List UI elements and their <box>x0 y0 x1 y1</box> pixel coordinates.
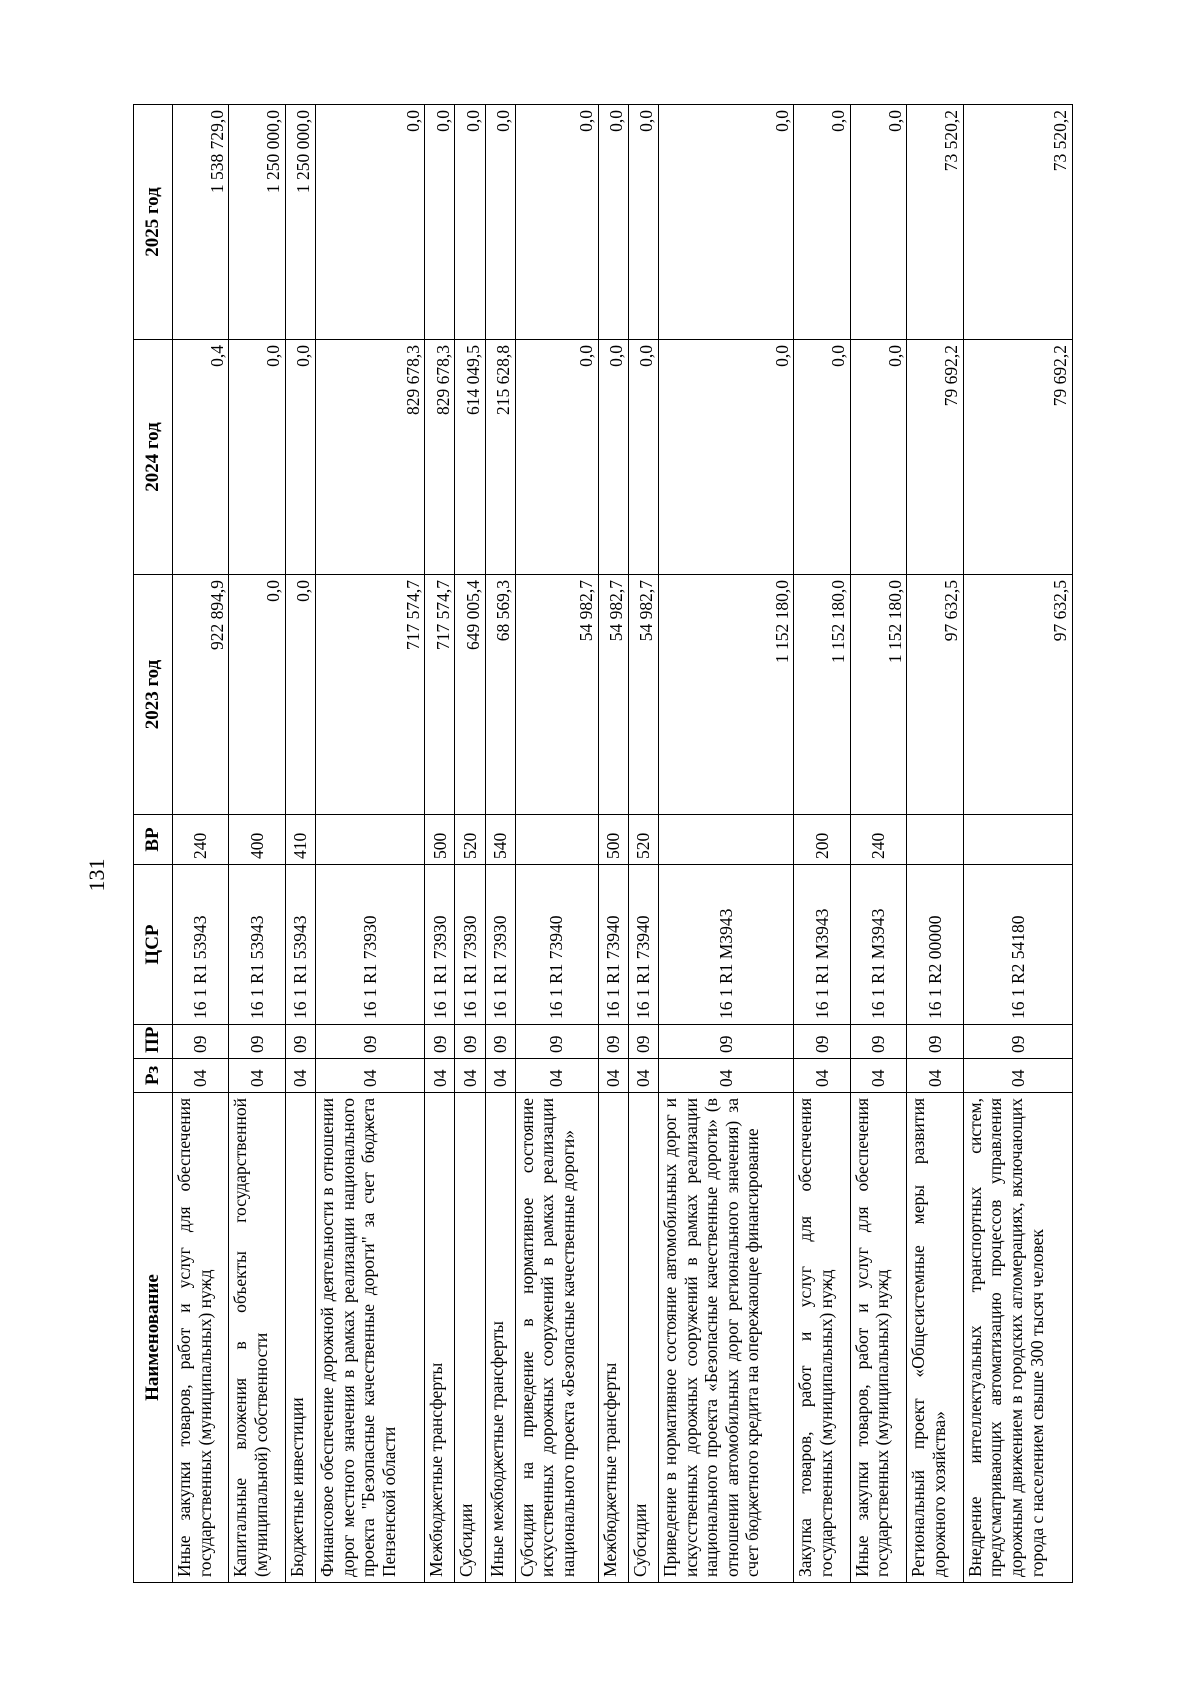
cell-pr: 09 <box>425 1025 455 1059</box>
header-rz: Рз <box>134 1059 173 1093</box>
cell-2025: 0,0 <box>794 105 850 340</box>
cell-rz: 04 <box>963 1059 1072 1093</box>
cell-2025: 0,0 <box>598 105 628 340</box>
cell-pr: 09 <box>850 1025 906 1059</box>
cell-pr: 09 <box>963 1025 1072 1059</box>
cell-name: Иные закупки товаров, работ и услуг для обеспечения государственных (муниципальных) нужд <box>850 1093 906 1583</box>
header-2024: 2024 год <box>134 340 173 575</box>
cell-2025: 0,0 <box>515 105 598 340</box>
cell-2025: 0,0 <box>455 105 485 340</box>
cell-name: Закупка товаров, работ и услуг для обеспечения государственных (муниципальных) нужд <box>794 1093 850 1583</box>
cell-2024: 215 628,8 <box>485 340 515 575</box>
cell-pr: 09 <box>628 1025 658 1059</box>
cell-pr: 09 <box>598 1025 628 1059</box>
cell-2025: 0,0 <box>316 105 425 340</box>
cell-vr: 240 <box>173 815 229 865</box>
cell-2023: 0,0 <box>285 575 315 815</box>
header-2023: 2023 год <box>134 575 173 815</box>
cell-name: Иные межбюджетные трансферты <box>485 1093 515 1583</box>
cell-2023: 1 152 180,0 <box>794 575 850 815</box>
header-name: Наименование <box>134 1093 173 1583</box>
page-number: 131 <box>84 858 109 892</box>
cell-pr: 09 <box>229 1025 285 1059</box>
cell-rz: 04 <box>485 1059 515 1093</box>
cell-csr: 16 1 R1 53943 <box>173 865 229 1025</box>
cell-2025: 1 250 000,0 <box>285 105 315 340</box>
cell-name: Субсидии <box>455 1093 485 1583</box>
cell-csr: 16 1 R2 54180 <box>963 865 1072 1025</box>
cell-2024: 0,0 <box>850 340 906 575</box>
cell-pr: 09 <box>285 1025 315 1059</box>
cell-vr: 200 <box>794 815 850 865</box>
cell-name: Субсидии <box>628 1093 658 1583</box>
cell-2023: 717 574,7 <box>316 575 425 815</box>
cell-pr: 09 <box>316 1025 425 1059</box>
cell-2024: 0,4 <box>173 340 229 575</box>
cell-2023: 97 632,5 <box>963 575 1072 815</box>
cell-rz: 04 <box>285 1059 315 1093</box>
cell-2025: 73 520,2 <box>907 105 963 340</box>
cell-2025: 0,0 <box>628 105 658 340</box>
cell-name: Финансовое обеспечение дорожной деятельности в отношении дорог местного значения в рамках реализации национального проекта "Безопасные качественные дороги" за счет бюджета Пензенской области <box>316 1093 425 1583</box>
header-pr: ПР <box>134 1025 173 1059</box>
cell-name: Иные закупки товаров, работ и услуг для обеспечения государственных (муниципальных) нужд <box>173 1093 229 1583</box>
cell-2024: 829 678,3 <box>425 340 455 575</box>
cell-csr: 16 1 R1 M3943 <box>658 865 793 1025</box>
cell-rz: 04 <box>229 1059 285 1093</box>
cell-csr: 16 1 R1 53943 <box>229 865 285 1025</box>
cell-csr: 16 1 R1 73940 <box>598 865 628 1025</box>
cell-2025: 0,0 <box>425 105 455 340</box>
cell-rz: 04 <box>173 1059 229 1093</box>
cell-2025: 73 520,2 <box>963 105 1072 340</box>
cell-2024: 0,0 <box>598 340 628 575</box>
cell-rz: 04 <box>658 1059 793 1093</box>
cell-rz: 04 <box>598 1059 628 1093</box>
cell-2024: 79 692,2 <box>907 340 963 575</box>
cell-rz: 04 <box>515 1059 598 1093</box>
cell-name: Капитальные вложения в объекты государственной (муниципальной) собственности <box>229 1093 285 1583</box>
cell-name: Внедрение интеллектуальных транспортных систем, предусматривающих автоматизацию процессов управления дорожным движением в городских агломерациях, включающих города с населением свыше 300 тысяч человек <box>963 1093 1072 1583</box>
cell-csr: 16 1 R1 73930 <box>485 865 515 1025</box>
cell-rz: 04 <box>794 1059 850 1093</box>
cell-name: Бюджетные инвестиции <box>285 1093 315 1583</box>
cell-2025: 1 250 000,0 <box>229 105 285 340</box>
cell-pr: 09 <box>515 1025 598 1059</box>
cell-csr: 16 1 R1 53943 <box>285 865 315 1025</box>
cell-rz: 04 <box>628 1059 658 1093</box>
cell-csr: 16 1 R2 00000 <box>907 865 963 1025</box>
cell-vr <box>316 815 425 865</box>
cell-vr: 500 <box>598 815 628 865</box>
cell-vr <box>515 815 598 865</box>
cell-csr: 16 1 R1 73930 <box>455 865 485 1025</box>
cell-pr: 09 <box>173 1025 229 1059</box>
cell-vr: 400 <box>229 815 285 865</box>
cell-2023: 54 982,7 <box>515 575 598 815</box>
cell-2023: 1 152 180,0 <box>850 575 906 815</box>
cell-2023: 68 569,3 <box>485 575 515 815</box>
cell-2024: 614 049,5 <box>455 340 485 575</box>
cell-pr: 09 <box>455 1025 485 1059</box>
cell-2024: 0,0 <box>515 340 598 575</box>
cell-2023: 717 574,7 <box>425 575 455 815</box>
table-row <box>173 105 229 1583</box>
cell-2025: 0,0 <box>658 105 793 340</box>
cell-csr: 16 1 R1 73930 <box>425 865 455 1025</box>
cell-vr <box>907 815 963 865</box>
cell-2023: 0,0 <box>229 575 285 815</box>
cell-pr: 09 <box>907 1025 963 1059</box>
header-vr: ВР <box>134 815 173 865</box>
cell-2024: 0,0 <box>285 340 315 575</box>
cell-csr: 16 1 R1 73930 <box>316 865 425 1025</box>
table-row <box>316 105 425 1583</box>
cell-vr: 410 <box>285 815 315 865</box>
table-row <box>628 105 658 1583</box>
cell-vr: 520 <box>628 815 658 865</box>
cell-name: Субсидии на приведение в нормативное состояние искусственных дорожных сооружений в рамках реализации национального проекта «Безопасные качественные дороги» <box>515 1093 598 1583</box>
cell-rz: 04 <box>455 1059 485 1093</box>
cell-2023: 649 005,4 <box>455 575 485 815</box>
table-row <box>229 105 285 1583</box>
cell-csr: 16 1 R1 M3943 <box>794 865 850 1025</box>
cell-vr <box>658 815 793 865</box>
cell-vr: 540 <box>485 815 515 865</box>
budget-table <box>133 104 1073 1583</box>
cell-2024: 0,0 <box>658 340 793 575</box>
table-row <box>598 105 628 1583</box>
table-row <box>850 105 906 1583</box>
table-row <box>963 105 1072 1583</box>
table-row <box>285 105 315 1583</box>
cell-2023: 54 982,7 <box>598 575 628 815</box>
cell-vr <box>963 815 1072 865</box>
table-row <box>515 105 598 1583</box>
table-row <box>485 105 515 1583</box>
cell-name: Межбюджетные трансферты <box>425 1093 455 1583</box>
cell-2024: 0,0 <box>794 340 850 575</box>
cell-2024: 0,0 <box>628 340 658 575</box>
table-row <box>794 105 850 1583</box>
budget-table-rotated <box>133 105 1073 1583</box>
cell-2023: 1 152 180,0 <box>658 575 793 815</box>
cell-csr: 16 1 R1 73940 <box>515 865 598 1025</box>
header-2025: 2025 год <box>134 105 173 340</box>
cell-2024: 0,0 <box>229 340 285 575</box>
cell-2023: 97 632,5 <box>907 575 963 815</box>
cell-2024: 79 692,2 <box>963 340 1072 575</box>
cell-name: Межбюджетные трансферты <box>598 1093 628 1583</box>
cell-pr: 09 <box>485 1025 515 1059</box>
table-row <box>658 105 793 1583</box>
cell-pr: 09 <box>794 1025 850 1059</box>
cell-csr: 16 1 R1 73940 <box>628 865 658 1025</box>
table-row <box>907 105 963 1583</box>
cell-2025: 1 538 729,0 <box>173 105 229 340</box>
cell-2025: 0,0 <box>485 105 515 340</box>
cell-vr: 520 <box>455 815 485 865</box>
cell-rz: 04 <box>425 1059 455 1093</box>
cell-rz: 04 <box>316 1059 425 1093</box>
table-row <box>455 105 485 1583</box>
cell-name: Приведение в нормативное состояние автомобильных дорог и искусственных дорожных сооружений в рамках реализации национального проекта «Безопасные качественные дороги» (в отношении автомобильных дорог регионального значения) за счет бюджетного кредита на опережающее финансирование <box>658 1093 793 1583</box>
cell-pr: 09 <box>658 1025 793 1059</box>
cell-rz: 04 <box>907 1059 963 1093</box>
cell-rz: 04 <box>850 1059 906 1093</box>
table-row <box>425 105 455 1583</box>
cell-2024: 829 678,3 <box>316 340 425 575</box>
cell-vr: 240 <box>850 815 906 865</box>
table-header <box>134 105 173 1583</box>
header-csr: ЦСР <box>134 865 173 1025</box>
cell-2023: 922 894,9 <box>173 575 229 815</box>
cell-name: Региональный проект «Общесистемные меры развития дорожного хозяйства» <box>907 1093 963 1583</box>
table-body <box>173 105 1073 1583</box>
cell-csr: 16 1 R1 M3943 <box>850 865 906 1025</box>
cell-vr: 500 <box>425 815 455 865</box>
cell-2025: 0,0 <box>850 105 906 340</box>
cell-2023: 54 982,7 <box>628 575 658 815</box>
